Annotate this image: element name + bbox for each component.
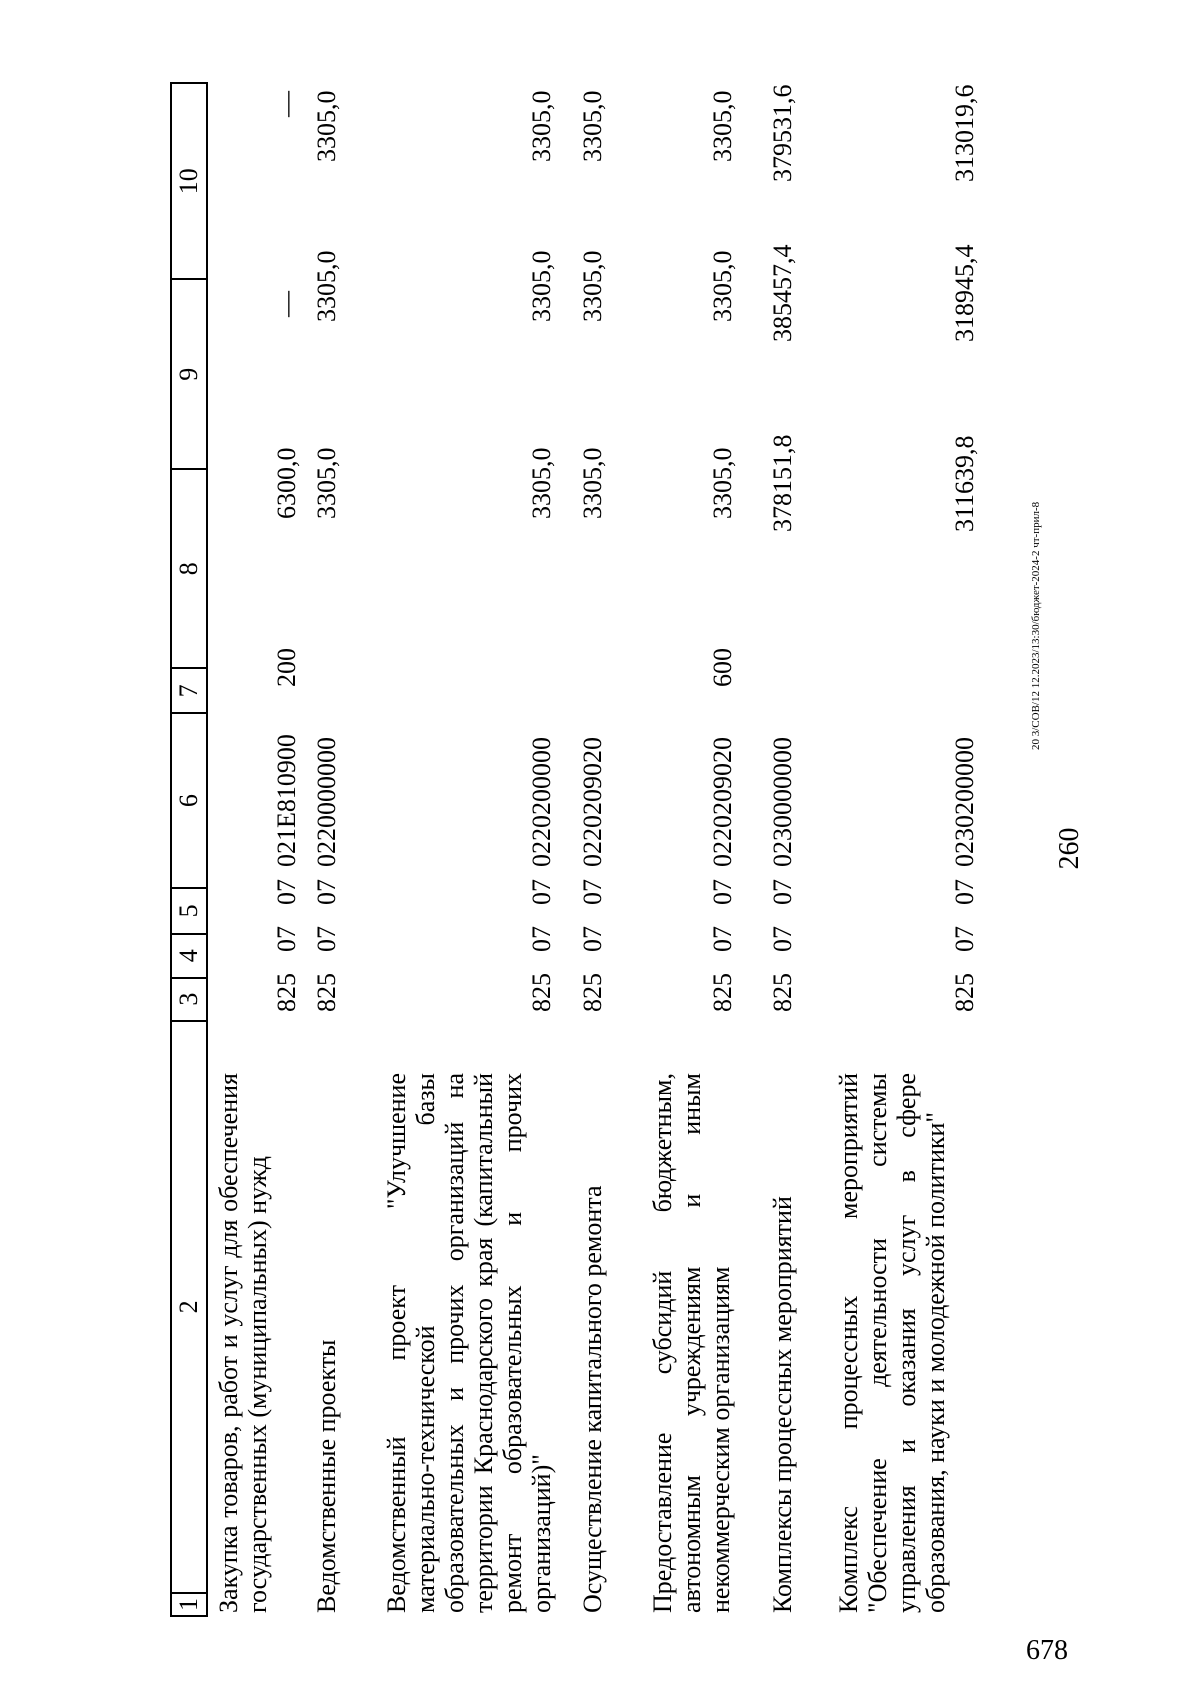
cell-col9: — (272, 291, 301, 317)
cell-col4: 07 (527, 926, 556, 952)
cell-col6: 0230000000 (768, 737, 797, 867)
cell-col10: 3305,0 (312, 90, 341, 162)
col-header-2: 2 (172, 1020, 206, 1592)
row-description: Ведомственный проект "Улучшение материально-технической базы образовательных и прочих организаций на территории Краснодарского края (капитальный ремонт образовательных и прочих организаций)" (382, 1073, 556, 1613)
table-header (170, 82, 208, 1617)
cell-col6: 021Е810900 (272, 734, 301, 867)
col-header-10: 10 (174, 168, 203, 195)
row-description: Комплексы процессных мероприятий (768, 1196, 797, 1613)
cell-col4: 07 (578, 926, 607, 952)
cell-col6: 0220000000 (312, 737, 341, 867)
cell-col8: 6300,0 (272, 447, 301, 519)
cell-col8: 3305,0 (312, 447, 341, 519)
col-header-4: 4 (172, 933, 206, 977)
cell-col4: 07 (312, 926, 341, 952)
cell-col3: 825 (578, 973, 607, 1012)
cell-col10: 3305,0 (708, 90, 737, 162)
sheet-number: 678 (1026, 1635, 1068, 1666)
cell-col6: 0220209020 (578, 737, 607, 867)
cell-col5: 07 (272, 879, 301, 905)
cell-col3: 825 (950, 973, 979, 1012)
cell-col4: 07 (272, 926, 301, 952)
cell-col10: 313019,6 (950, 84, 979, 182)
cell-col5: 07 (708, 879, 737, 905)
cell-col10: 3305,0 (527, 90, 556, 162)
row-description: Осуществление капитального ремонта (578, 1185, 607, 1613)
cell-col3: 825 (768, 973, 797, 1012)
cell-col8: 3305,0 (527, 447, 556, 519)
cell-col10: — (272, 91, 301, 117)
cell-col5: 07 (312, 879, 341, 905)
cell-col4: 07 (950, 926, 979, 952)
cell-col4: 07 (768, 926, 797, 952)
row-description: Комплекс процессных мероприятий "Обеспечение деятельности системы управления и оказания услуг в сфере образования, науки и молодежной политики" (834, 1073, 950, 1613)
cell-col5: 07 (527, 879, 556, 905)
col-header-8: 8 (172, 468, 206, 667)
cell-col8: 3305,0 (578, 447, 607, 519)
rotated-table-page (170, 80, 1170, 1617)
cell-col9: 318945,4 (950, 244, 979, 342)
cell-col8: 378151,8 (768, 434, 797, 532)
cell-col10: 3305,0 (578, 90, 607, 162)
row-description: Ведомственные проекты (312, 1339, 341, 1613)
cell-col9: 3305,0 (578, 250, 607, 322)
cell-col9: 385457,4 (768, 244, 797, 342)
cell-col8: 311639,8 (950, 435, 979, 532)
cell-col10: 379531,6 (768, 84, 797, 182)
col-header-9: 9 (172, 278, 206, 468)
col-header-6: 6 (172, 712, 206, 887)
cell-col6: 0220200000 (527, 737, 556, 867)
col-header-1: 1 (172, 1592, 206, 1615)
col-header-7: 7 (172, 667, 206, 712)
cell-col6: 0220209020 (708, 737, 737, 867)
row-description: Закупка товаров, работ и услуг для обеспечения государственных (муниципальных) нужд (214, 1073, 272, 1613)
col-header-5: 5 (172, 887, 206, 933)
cell-col8: 3305,0 (708, 447, 737, 519)
cell-col7: 200 (272, 648, 301, 687)
cell-col6: 0230200000 (950, 737, 979, 867)
cell-col9: 3305,0 (708, 250, 737, 322)
row-description: Предоставление субсидий бюджетным, автономным учреждениям и иным некоммерческим организациям (648, 1073, 735, 1613)
cell-col5: 07 (578, 879, 607, 905)
cell-col3: 825 (708, 973, 737, 1012)
cell-col3: 825 (527, 973, 556, 1012)
cell-col9: 3305,0 (312, 250, 341, 322)
cell-col7: 600 (708, 648, 737, 687)
cell-col3: 825 (312, 973, 341, 1012)
cell-col4: 07 (708, 926, 737, 952)
page-number: 260 (1054, 827, 1085, 870)
cell-col5: 07 (950, 879, 979, 905)
cell-col9: 3305,0 (527, 250, 556, 322)
footer-code: 20 3/СОВ/12 12.2023/13:30/бюджет-2024-2 чт-прил-8 (1030, 501, 1042, 750)
col-header-3: 3 (172, 977, 206, 1020)
cell-col5: 07 (768, 879, 797, 905)
cell-col3: 825 (272, 973, 301, 1012)
